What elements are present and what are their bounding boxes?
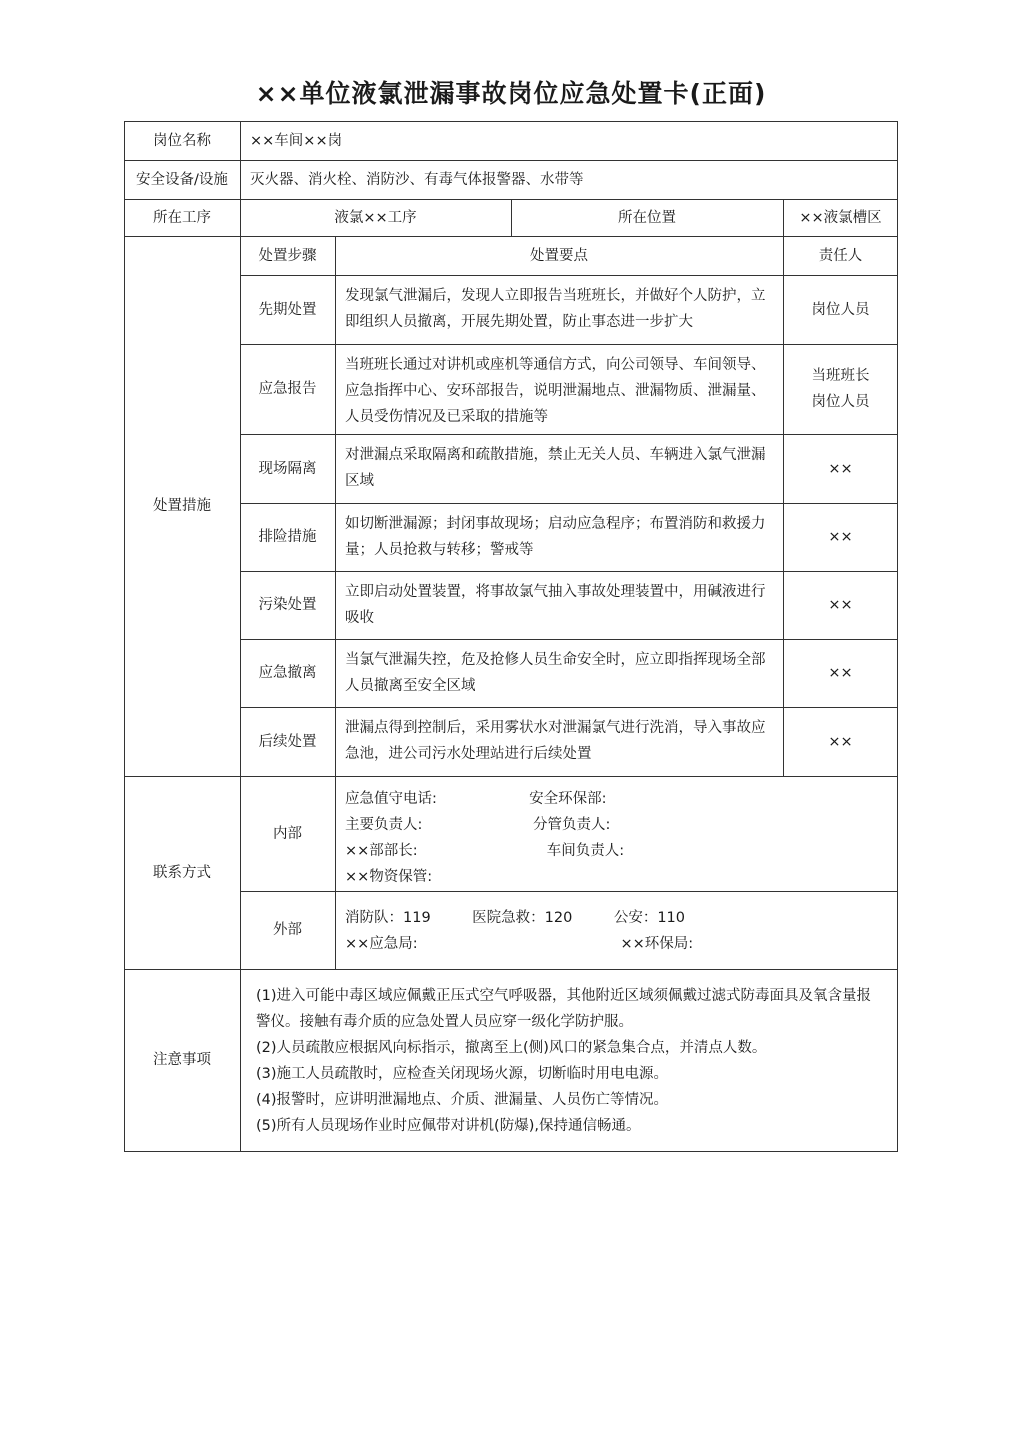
- external-contacts: 消防队：119 医院急救：120 公安：110 ××应急局: ××环保局:: [345, 910, 694, 952]
- equipment-value: 灭火器、消火栓、消防沙、有毒气体报警器、水带等: [250, 172, 584, 188]
- internal-label: 内部: [273, 825, 302, 842]
- process-label: 所在工序: [153, 210, 211, 226]
- step-responsible: ××: [828, 597, 853, 613]
- location-label: 所在位置: [618, 210, 676, 226]
- header-points: 处置要点: [530, 247, 588, 264]
- step-points: 当氯气泄漏失控，危及抢修人员生命安全时，应立即指挥现场全部 人员撤离至安全区域: [345, 652, 766, 694]
- header-responsible: 责任人: [818, 247, 863, 264]
- process-value: 液氯××工序: [334, 210, 417, 226]
- step-points: 如切断泄漏源；封闭事故现场；启动应急程序；布置消防和救援力 量；人员抢救与转移；警戒等: [345, 516, 766, 558]
- external-label: 外部: [273, 922, 302, 938]
- step-points: 当班班长通过对讲机或座机等通信方式，向公司领导、车间领导、 应急指挥中心、安环部报告，说明泄漏地点、泄漏物质、泄漏量、 人员受伤情况及已采取的措施等: [345, 357, 766, 425]
- step-name: 后续处置: [258, 733, 317, 750]
- step-responsible: ××: [828, 733, 853, 750]
- internal-contacts: 应急值守电话: 安全环保部: 主要负责人: 分管负责人: ××部部长: 车间负责人: ××物资保管:: [345, 791, 625, 885]
- notes-content: (1)进入可能中毒区域应佩戴正压式空气呼吸器，其他附近区域须佩戴过滤式防毒面具及氧含量报 警仪。接触有毒介质的应急处置人员应穿一级化学防护服。 (2)人员疏散应根据风向标指示，撤离至上(侧)风口的紧急集合点，并清点人数。 (3)施工人员疏散时，应检查关闭现场火源，切断临时用电电源。 (4)报警时，应讲明泄漏地点、介质、泄漏量、人员伤亡等情况。 (5)所有人员现场作业时应佩带对讲机(防爆),保持通信畅通。: [256, 988, 872, 1134]
- step-name: 应急撤离: [258, 665, 317, 681]
- step-responsible: ××: [828, 460, 853, 477]
- step-points: 泄漏点得到控制后，采用雾状水对泄漏氯气进行洗消，导入事故应 急池，进公司污水处理站进行后续处置: [345, 720, 766, 762]
- header-step: 处置步骤: [258, 247, 317, 264]
- post-name-label: 岗位名称: [153, 133, 211, 149]
- post-name-value: ××车间××岗: [250, 133, 343, 149]
- step-name: 应急报告: [258, 381, 317, 397]
- emergency-card-table: [124, 121, 898, 1152]
- step-name: 排险措施: [258, 529, 317, 545]
- card-title: ××单位液氯泄漏事故岗位应急处置卡(正面): [255, 79, 767, 108]
- step-points: 立即启动处置装置，将事故氯气抽入事故处理装置中，用碱液进行 吸收: [345, 584, 766, 626]
- contacts-label: 联系方式: [153, 864, 211, 881]
- measures-label: 处置措施: [153, 498, 211, 514]
- step-name: 污染处置: [258, 597, 317, 613]
- step-responsible: 岗位人员: [811, 301, 870, 318]
- location-value: ××液氯槽区: [799, 210, 882, 226]
- equipment-label: 安全设备/设施: [136, 172, 228, 188]
- step-name: 先期处置: [258, 301, 317, 318]
- step-points: 发现氯气泄漏后，发现人立即报告当班班长，并做好个人防护，立 即组织人员撤离，开展先期处置，防止事态进一步扩大: [345, 288, 766, 330]
- step-responsible: ××: [828, 665, 853, 681]
- step-name: 现场隔离: [258, 460, 317, 477]
- step-points: 对泄漏点采取隔离和疏散措施，禁止无关人员、车辆进入氯气泄漏 区域: [345, 447, 766, 489]
- notes-label: 注意事项: [153, 1052, 211, 1068]
- step-responsible: 当班班长 岗位人员: [811, 368, 870, 410]
- step-responsible: ××: [828, 529, 853, 545]
